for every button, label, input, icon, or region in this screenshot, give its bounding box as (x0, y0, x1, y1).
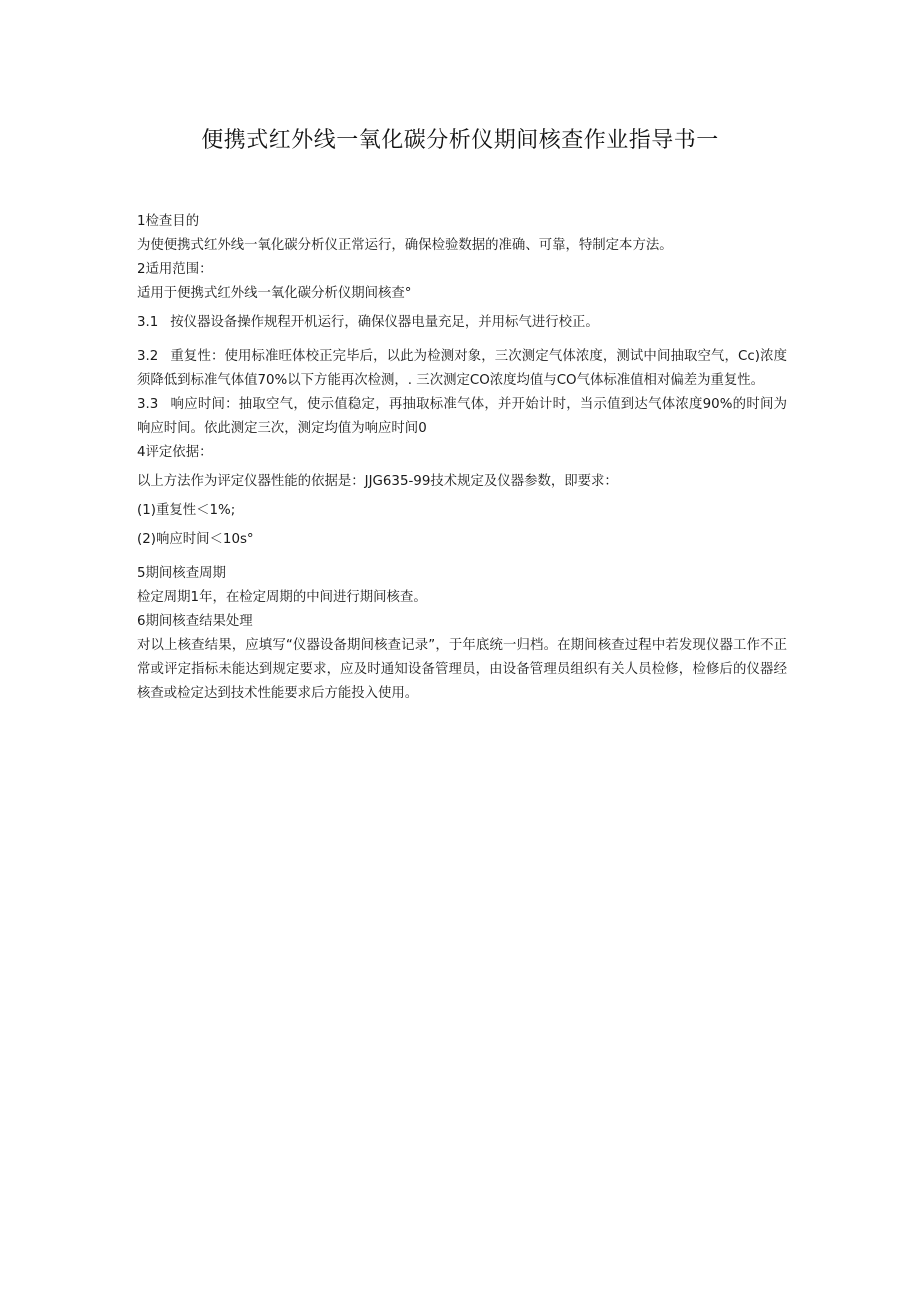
section-3-1 (137, 311, 787, 335)
document-title: 便携式红外线一氧化碳分析仪期间核查作业指导书一 (201, 128, 719, 153)
section-2-body: 适用于便携式红外线一氧化碳分析仪期间核查° (137, 286, 412, 301)
section-3-3-number: 3.3 (137, 397, 159, 412)
section-3-3-body: 响应时间：抽取空气，使示值稳定，再抽取标准气体，并开始计时，当示值到达气体浓度90%的时间为响应时间。依此测定三次，测定均值为响应时间0 (137, 397, 787, 436)
section-2-heading: 2适用范围： (137, 262, 213, 277)
section-5-heading: 5期间核查周期 (137, 566, 226, 581)
section-3-2-number: 3.2 (137, 349, 159, 364)
section-1-heading: 1检查目的 (137, 214, 200, 229)
section-1-body: 为使便携式红外线一氧化碳分析仪正常运行，确保检验数据的准确、可靠，特制定本方法。 (137, 238, 673, 253)
document-body (137, 210, 787, 706)
section-4-body: 以上方法作为评定仪器性能的依据是：JJG635-99技术规定及仪器参数，即要求： (137, 474, 618, 489)
section-6-body: 对以上核查结果，应填写“仪器设备期间核查记录”，于年底统一归档。在期间核查过程中若发现仪器工作不正常或评定指标未能达到规定要求，应及时通知设备管理员，由设备管理员组织有关人员检修，检修后的仪器经核查或检定达到技术性能要求后方能投入使用。 (137, 638, 787, 701)
section-3-2-body: 重复性：使用标准旺体校正完毕后，以此为检测对象，三次测定气体浓度，测试中间抽取空气，Cc)浓度须降低到标准气体值70%以下方能再次检测，. 三次测定CO浓度均值与CO气体标准值相对偏差为重复性。 (137, 349, 787, 388)
section-3-3 (137, 393, 787, 441)
section-4-requirement-1: (1)重复性＜1%; (137, 503, 236, 518)
section-4-heading: 4评定依据： (137, 445, 213, 460)
section-3-1-number: 3.1 (137, 315, 159, 330)
section-3-1-body: 按仪器设备操作规程开机运行，确保仪器电量充足，并用标气进行校正。 (170, 315, 599, 330)
section-4-requirement-2: (2)响应时间＜10s° (137, 532, 254, 547)
section-5-body: 检定周期1年，在检定周期的中间进行期间核查。 (137, 590, 427, 605)
section-6-heading: 6期间核查结果处理 (137, 614, 253, 629)
section-3-2 (137, 345, 787, 393)
